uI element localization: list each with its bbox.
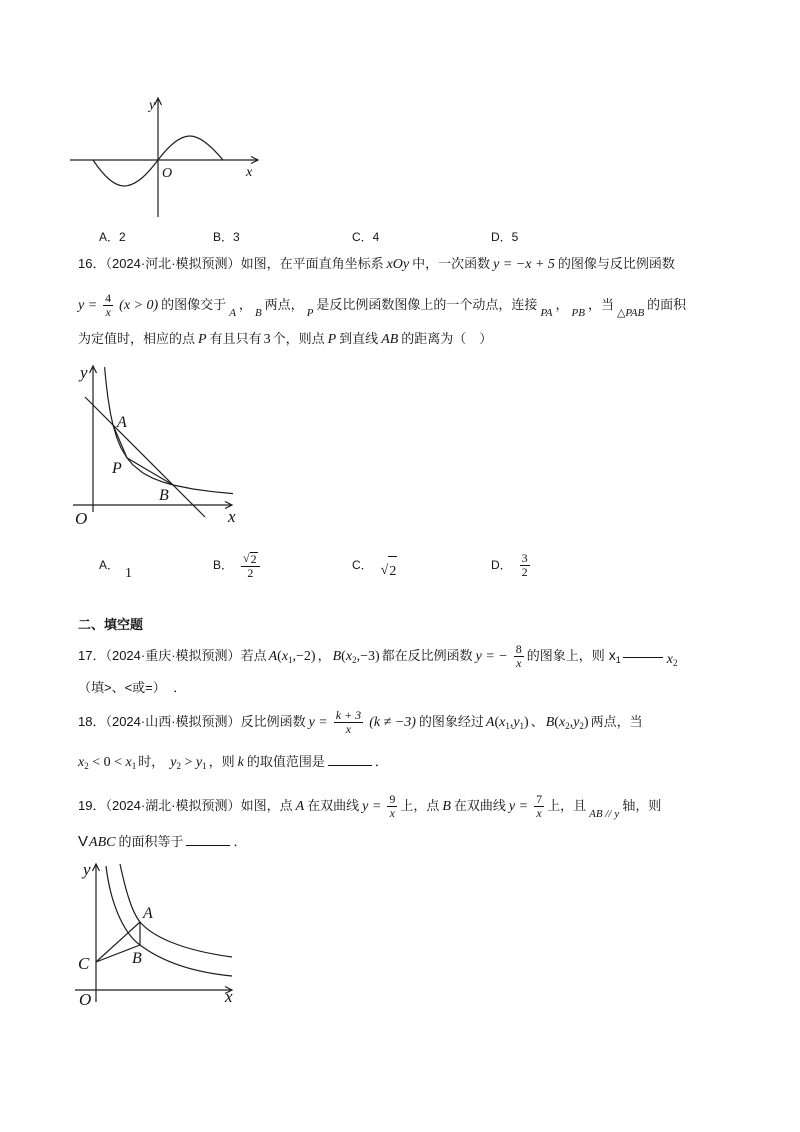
point-a: A bbox=[295, 799, 305, 814]
subscript: 1 bbox=[288, 655, 293, 665]
subscript: 1 bbox=[505, 721, 510, 731]
separator: ， bbox=[587, 297, 601, 312]
question-number: 18． bbox=[78, 714, 106, 729]
answer-blank bbox=[623, 656, 663, 658]
q15-figure-wave-graph bbox=[65, 90, 265, 225]
function-lhs: y = bbox=[78, 298, 98, 313]
q18-line-2 bbox=[78, 753, 388, 772]
triangle-symbol: V bbox=[78, 833, 89, 850]
question-number: 19． bbox=[78, 798, 106, 813]
question-text: 两点，当 bbox=[590, 714, 643, 729]
relation: > bbox=[184, 755, 193, 770]
separator: 、 bbox=[530, 714, 544, 729]
question-text: 的面积等于 bbox=[118, 834, 184, 849]
q16-option-a bbox=[99, 550, 134, 581]
answer-hint: （填>、<或=） bbox=[78, 680, 160, 695]
question-text: 的面积 bbox=[647, 297, 687, 312]
q16-option-d bbox=[491, 550, 533, 580]
subscript: 1 bbox=[615, 655, 621, 665]
linear-function: y = −x + 5 bbox=[493, 257, 555, 272]
denominator: x bbox=[389, 806, 395, 821]
q16-option-c bbox=[352, 550, 399, 582]
point-b: B bbox=[442, 799, 451, 814]
question-text: 的取值范围是 bbox=[246, 754, 325, 769]
fraction bbox=[514, 643, 524, 670]
question-source: （2024·重庆·模拟预测） bbox=[105, 648, 241, 663]
condition-y bbox=[170, 755, 206, 770]
function-lhs: y = bbox=[308, 715, 328, 730]
numerator: 9 bbox=[389, 792, 396, 807]
option-letter: A． bbox=[99, 558, 120, 572]
comma: , bbox=[509, 715, 514, 730]
option-value: 1 bbox=[125, 566, 133, 581]
option-radical bbox=[381, 556, 398, 587]
variable: x bbox=[558, 715, 566, 730]
point-name: A bbox=[485, 715, 495, 730]
y-axis-label: y bbox=[149, 98, 156, 113]
numerator: k + 3 bbox=[335, 708, 362, 723]
option-value: 3 bbox=[233, 230, 240, 244]
denominator: 2 bbox=[247, 565, 254, 580]
question-source: （2024·湖北·模拟预测） bbox=[105, 798, 241, 813]
option-value: 5 bbox=[511, 230, 519, 244]
question-text: 中，一次函数 bbox=[412, 256, 491, 271]
paren: ( bbox=[494, 715, 500, 730]
radical bbox=[243, 552, 258, 566]
radical-sign: √ bbox=[243, 550, 250, 565]
paren: ) bbox=[524, 715, 529, 730]
period: ． bbox=[173, 680, 187, 695]
segment-pb: PB bbox=[571, 307, 585, 319]
variable: x bbox=[608, 647, 616, 663]
q16-option-b bbox=[213, 550, 263, 580]
variable: y bbox=[195, 755, 203, 770]
point-b: B bbox=[254, 307, 262, 319]
separator: ， bbox=[317, 648, 331, 663]
point-b-coord bbox=[333, 649, 380, 664]
q19-figure-two-hyperbolas bbox=[70, 860, 245, 1010]
point-p: P bbox=[306, 307, 314, 319]
question-text: 轴，则 bbox=[622, 798, 662, 813]
subscript: 2 bbox=[84, 761, 89, 771]
question-text: 时， bbox=[138, 754, 165, 769]
question-source: （2024·河北·模拟预测） bbox=[105, 256, 241, 271]
option-fraction bbox=[241, 552, 260, 580]
period: ． bbox=[233, 834, 247, 849]
option-letter: D． bbox=[491, 558, 512, 572]
question-number: 16． bbox=[78, 256, 106, 271]
option-letter: B． bbox=[213, 230, 234, 244]
condition-x bbox=[78, 755, 136, 770]
point-p: P bbox=[198, 332, 207, 347]
fraction bbox=[103, 292, 113, 319]
separator: ， bbox=[238, 297, 252, 312]
segment-pa: PA bbox=[540, 307, 553, 319]
paren: ( bbox=[277, 649, 282, 664]
x-axis-label: x bbox=[228, 507, 236, 526]
point-a-label: A bbox=[143, 905, 153, 922]
question-text: 有且只有 bbox=[209, 331, 262, 346]
relation: < 0 < bbox=[92, 755, 123, 770]
question-text: 如图，在平面直角坐标系 bbox=[240, 256, 384, 271]
subscript: 1 bbox=[131, 761, 137, 771]
question-text: 如图，点 bbox=[240, 798, 293, 813]
paren: ) bbox=[583, 715, 589, 730]
fraction bbox=[534, 793, 544, 820]
question-text: 的图象上，则 bbox=[526, 648, 605, 663]
option-fraction bbox=[520, 552, 530, 579]
q19-line-2 bbox=[78, 833, 247, 852]
option-letter: A． bbox=[99, 230, 120, 244]
denominator: x bbox=[105, 305, 111, 320]
origin-label: O bbox=[162, 166, 173, 181]
question-text: 的距离为（ ） bbox=[401, 331, 493, 346]
subscript: 2 bbox=[352, 655, 357, 665]
subscript: 2 bbox=[673, 658, 678, 668]
option-letter: C． bbox=[352, 230, 373, 244]
question-text: 若点 bbox=[240, 648, 267, 663]
triangle-pab: △PAB bbox=[616, 307, 645, 319]
point-name: B bbox=[332, 649, 342, 664]
option-letter: D． bbox=[491, 230, 512, 244]
point-b-label: B bbox=[159, 487, 169, 504]
point-b-coord bbox=[546, 715, 589, 730]
numerator bbox=[241, 552, 260, 567]
question-text: 到直线 bbox=[339, 331, 379, 346]
question-text: 个，则点 bbox=[272, 331, 325, 346]
point-a-coord bbox=[269, 649, 316, 664]
option-letter: B． bbox=[213, 558, 234, 572]
subscript: 2 bbox=[565, 721, 570, 731]
point-a: A bbox=[229, 307, 236, 319]
period: ． bbox=[374, 754, 388, 769]
question-text: 上，且 bbox=[547, 798, 587, 813]
radicand: 2 bbox=[250, 551, 257, 566]
line-ab: AB bbox=[381, 332, 399, 347]
linear-function-line bbox=[85, 397, 205, 517]
point-b-label: B bbox=[132, 950, 142, 967]
point-c-label: C bbox=[78, 954, 90, 973]
y-axis-label: y bbox=[80, 363, 88, 382]
question-text: 两点， bbox=[264, 297, 304, 312]
q19-line-1 bbox=[78, 791, 661, 822]
compare-left bbox=[609, 647, 621, 663]
variable: x bbox=[499, 715, 506, 730]
q16-line-3 bbox=[78, 330, 492, 349]
parameter-k: k bbox=[237, 755, 244, 770]
variable: x bbox=[345, 649, 353, 664]
variable: x bbox=[125, 755, 132, 770]
denominator: x bbox=[516, 656, 522, 671]
answer-blank bbox=[328, 764, 372, 766]
q18-line-1 bbox=[78, 707, 643, 738]
function-lhs: y = bbox=[362, 799, 382, 814]
question-text: 的图像交于 bbox=[161, 297, 227, 312]
q15-option-d bbox=[491, 222, 518, 252]
comma: , bbox=[569, 715, 574, 730]
parallel-ab: AB // bbox=[589, 808, 612, 820]
variable: y bbox=[573, 715, 580, 730]
count-value: 3 bbox=[263, 332, 271, 347]
option-value: 2 bbox=[119, 230, 126, 244]
subscript: 1 bbox=[202, 761, 207, 771]
q16-figure-hyperbola-line bbox=[70, 360, 245, 532]
function-lhs: y = − bbox=[475, 649, 508, 664]
point-p-label: P bbox=[112, 460, 122, 477]
q17-line-2 bbox=[78, 679, 186, 697]
compare-right bbox=[667, 652, 678, 667]
separator: ， bbox=[555, 297, 569, 312]
q15-option-a bbox=[99, 222, 126, 252]
option-value: 4 bbox=[372, 230, 380, 244]
q15-option-c bbox=[352, 222, 379, 252]
question-text: 当 bbox=[600, 297, 614, 312]
q17-line-1 bbox=[78, 640, 680, 672]
denominator: x bbox=[345, 722, 352, 737]
function-condition: (k ≠ −3) bbox=[369, 715, 416, 730]
question-text: 在双曲线 bbox=[453, 798, 506, 813]
numerator: 7 bbox=[536, 792, 543, 807]
question-text: 为定值时，相应的点 bbox=[78, 331, 196, 346]
origin-label: O bbox=[75, 509, 88, 528]
point-a-label: A bbox=[117, 414, 127, 431]
function-domain: (x > 0) bbox=[119, 298, 159, 313]
numerator: 8 bbox=[515, 642, 522, 657]
subscript: 2 bbox=[176, 761, 181, 771]
numerator: 3 bbox=[521, 551, 528, 566]
denominator: x bbox=[536, 806, 542, 821]
coordinate-system: xOy bbox=[386, 257, 410, 272]
q16-line-2 bbox=[78, 290, 686, 321]
fraction bbox=[387, 793, 397, 820]
answer-blank bbox=[186, 844, 230, 846]
point-p: P bbox=[327, 332, 337, 347]
origin-label: O bbox=[79, 990, 92, 1009]
paren: ( bbox=[341, 649, 346, 664]
section-title: 二、填空题 bbox=[78, 617, 144, 632]
question-text: 在双曲线 bbox=[307, 798, 360, 813]
variable: y bbox=[170, 755, 177, 770]
q15-option-b bbox=[213, 222, 240, 252]
axis-y: y bbox=[614, 808, 620, 820]
question-text: 是反比例函数图像上的一个动点，连接 bbox=[316, 297, 538, 312]
question-text: 都在反比例函数 bbox=[381, 648, 473, 663]
question-text: 的图象经过 bbox=[418, 714, 484, 729]
radical-sign: √ bbox=[380, 563, 389, 578]
variable: x bbox=[666, 652, 673, 667]
paren: ( bbox=[554, 715, 559, 730]
triangle-name: ABC bbox=[89, 835, 116, 850]
subscript: 2 bbox=[579, 721, 584, 731]
question-source: （2024·山西·模拟预测） bbox=[105, 714, 241, 729]
question-text: ，则 bbox=[208, 754, 235, 769]
question-text: 上，点 bbox=[400, 798, 440, 813]
coord-rest: ,−2) bbox=[292, 649, 316, 664]
question-text: 的图像与反比例函数 bbox=[557, 256, 675, 271]
function-lhs: y = bbox=[508, 799, 529, 814]
point-a-coord bbox=[486, 715, 529, 730]
coord-rest: ,−3) bbox=[356, 649, 380, 664]
subscript: 1 bbox=[519, 721, 525, 731]
fraction bbox=[334, 709, 363, 736]
x-axis-label: x bbox=[225, 987, 233, 1006]
variable: x bbox=[281, 649, 289, 664]
option-letter: C． bbox=[352, 558, 373, 572]
numerator: 4 bbox=[105, 291, 112, 306]
variable: x bbox=[78, 755, 85, 770]
point-name: A bbox=[268, 649, 278, 664]
q16-line-1 bbox=[78, 255, 675, 274]
variable: y bbox=[513, 715, 520, 730]
point-name: B bbox=[545, 715, 555, 730]
y-axis-label: y bbox=[83, 860, 91, 879]
x-axis-label: x bbox=[246, 165, 253, 180]
denominator: 2 bbox=[521, 565, 528, 580]
question-text: 反比例函数 bbox=[240, 714, 306, 729]
radicand: 2 bbox=[388, 556, 397, 587]
question-number: 17． bbox=[78, 648, 106, 663]
